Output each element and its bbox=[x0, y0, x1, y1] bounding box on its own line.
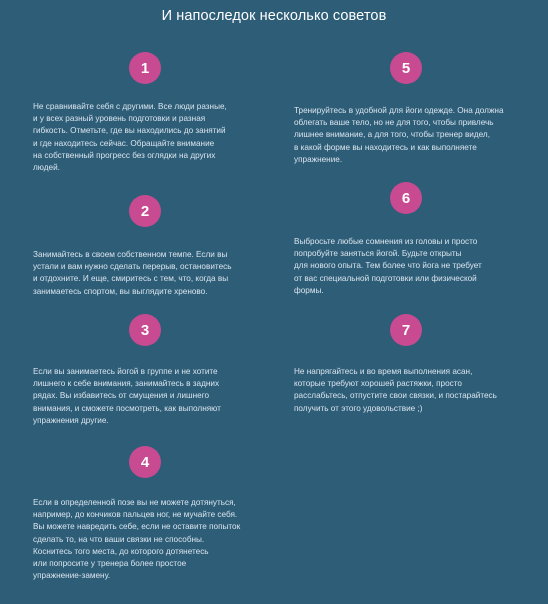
tip-line: сделать то, на что ваши связки не способны. bbox=[33, 534, 205, 544]
tip-line: Не напрягайтесь и во время выполнения асан, bbox=[294, 367, 473, 376]
tip-text bbox=[33, 249, 231, 298]
tip-line: внимания, и сможете посмотреть, как выполняют bbox=[33, 403, 221, 413]
tip-line: гибкость. Отметьте, где вы находились до занятий bbox=[33, 126, 226, 136]
tip-line: формы. bbox=[294, 285, 324, 295]
tip-line: лишнее внимание, а для того, чтобы тренер видел, bbox=[294, 130, 490, 140]
tip-line: Если вы занимаетесь йогой в группе и не хотите bbox=[33, 367, 218, 376]
tip-line: например, до кончиков пальцев ног, не мучайте себя. bbox=[33, 510, 238, 520]
tip-text bbox=[33, 497, 240, 582]
tip-number-badge: 7 bbox=[390, 314, 422, 346]
tip-line: Занимайтесь в своем собственном темпе. Если вы bbox=[33, 250, 228, 259]
tip-line: и у всех разный уровень подготовки и разная bbox=[33, 114, 206, 124]
tip-line: Выбросьте любые сомнения из головы и просто bbox=[294, 237, 478, 246]
tip-line: на собственный прогресс без оглядки на других bbox=[33, 150, 216, 160]
tip-text bbox=[33, 366, 221, 427]
tip-text bbox=[294, 236, 482, 297]
tip-text bbox=[33, 101, 227, 174]
tip-number-badge: 3 bbox=[129, 314, 161, 346]
tip-line: упражнение-замену. bbox=[33, 571, 111, 581]
tip-line: Если в определенной позе вы не можете дотянуться, bbox=[33, 498, 236, 507]
tip-line: или попросите у тренера более простое bbox=[33, 559, 187, 569]
tip-line: и отдохните. И еще, смиритесь с тем, что, когда вы bbox=[33, 274, 229, 284]
tip-text bbox=[294, 366, 497, 415]
tip-number-badge: 2 bbox=[129, 195, 161, 227]
tip-line: от вас специальной подготовки или физической bbox=[294, 273, 477, 283]
tip-line: устали и вам нужно сделать перерыв, остановитесь bbox=[33, 262, 232, 272]
tip-line: Не сравнивайте себя с другими. Все люди разные, bbox=[33, 102, 227, 111]
tip-line: и где находитесь сейчас. Обращайте внимание bbox=[33, 138, 215, 148]
tip-text bbox=[294, 105, 504, 166]
tip-line: Тренируйтесь в удобной для йоги одежде. Она должна bbox=[294, 106, 504, 115]
page-title: И напоследок несколько советов bbox=[161, 8, 387, 24]
tip-number-badge: 4 bbox=[129, 446, 161, 478]
tip-line: попробуйте заняться йогой. Будьте открыты bbox=[294, 249, 462, 259]
tip-line: в какой форме вы находитесь и как выполняете bbox=[294, 142, 477, 152]
tip-line: Коснитесь того места, до которого дотянетесь bbox=[33, 546, 209, 556]
tip-line: Вы можете навредить себе, если не оставите попыток bbox=[33, 522, 241, 532]
tip-line: для нового опыта. Тем более что йога не требует bbox=[294, 261, 482, 271]
tip-line: упражнения другие. bbox=[33, 415, 109, 425]
tip-line: лишнего к себе внимания, занимайтесь в задних bbox=[33, 379, 220, 389]
tip-number-badge: 1 bbox=[129, 52, 161, 84]
tip-line: облегать ваше тело, но не для того, чтобы привлечь bbox=[294, 118, 494, 128]
tip-line: занимаетесь спортом, вы выглядите хреново. bbox=[33, 286, 208, 296]
tip-line: расслабьтесь, отпустите свои связки, и постарайтесь bbox=[294, 391, 497, 401]
tip-number-badge: 6 bbox=[390, 182, 422, 214]
tip-number-badge: 5 bbox=[390, 52, 422, 84]
tip-line: людей. bbox=[33, 163, 60, 173]
tip-line: упражнение. bbox=[294, 154, 343, 164]
tip-line: рядах. Вы избавитесь от смущения и лишнего bbox=[33, 391, 210, 401]
tip-line: получить от этого удовольствие ;) bbox=[294, 403, 423, 413]
tip-line: которые требуют хорошей растяжки, просто bbox=[294, 379, 462, 389]
